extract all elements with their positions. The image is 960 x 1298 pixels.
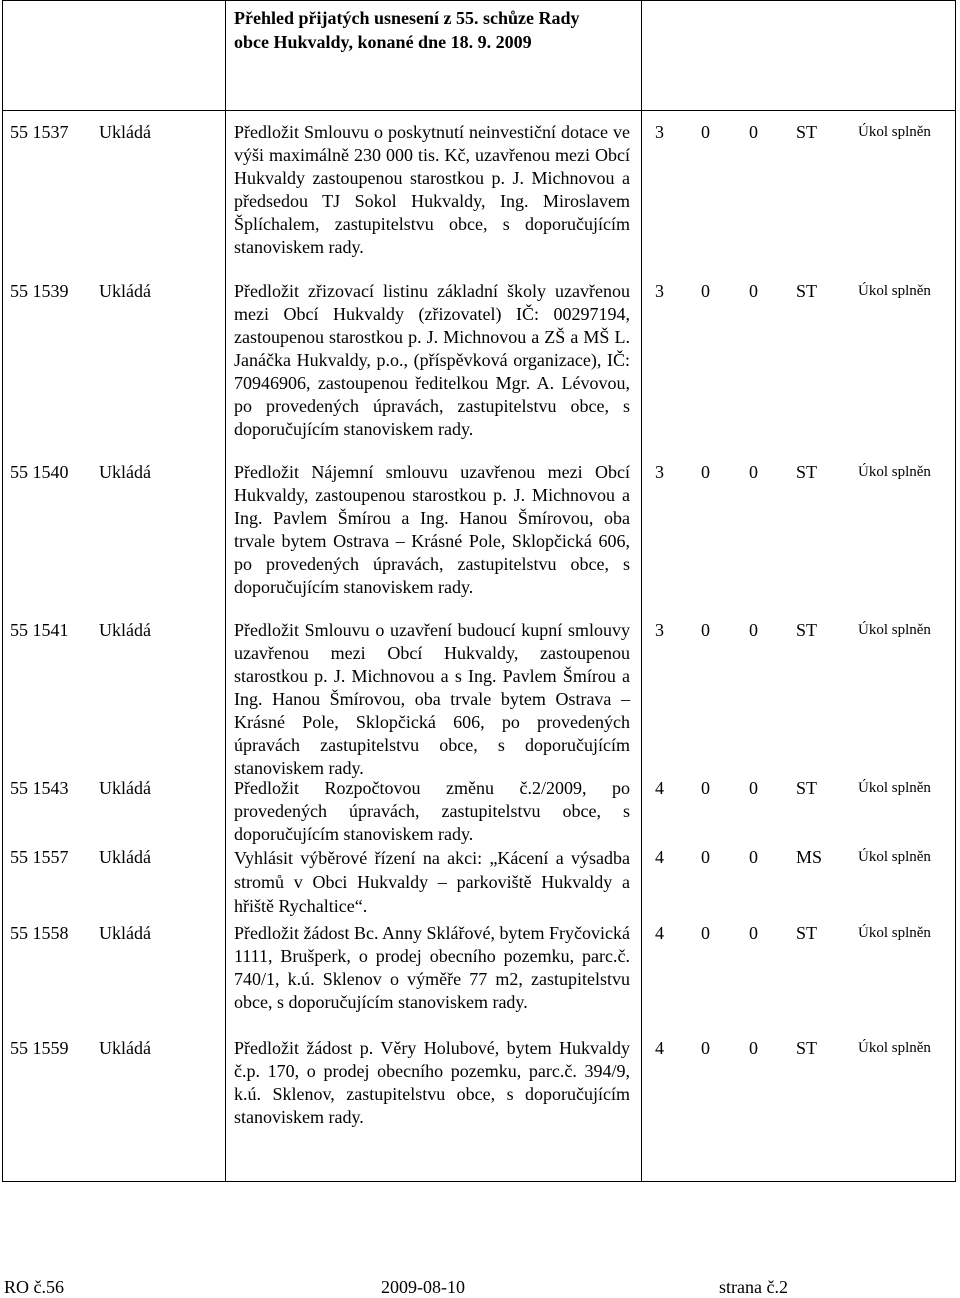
- resolution-text: Předložit Nájemní smlouvu uzavřenou mezi Obcí Hukvaldy, zastoupenou starostkou p. J. Michnovou a Ing. Pavlem Šmírou a Ing. Hanou Šmírovou, oba trvale bytem Ostrava – Krásné Pole, Sklopčická 606, po provedených úpravách, zastupitelstvu obce, s doporučujícím stanoviskem rady.: [234, 462, 630, 597]
- column-divider: [641, 0, 642, 1182]
- code-3: 0: [749, 847, 758, 867]
- resolution-number: 55 1537: [10, 122, 69, 142]
- code-2: 0: [701, 923, 710, 943]
- resolution-verb: Ukládá: [99, 122, 151, 142]
- code-3: 0: [749, 1038, 758, 1058]
- code-2: 0: [701, 778, 710, 798]
- resolution-number: 55 1559: [10, 1038, 69, 1058]
- code-2: 0: [701, 847, 710, 867]
- responsible-code: ST: [796, 462, 818, 482]
- code-3: 0: [749, 281, 758, 301]
- resolution-verb: Ukládá: [99, 923, 151, 943]
- code-1: 4: [655, 1038, 664, 1058]
- resolution-number: 55 1539: [10, 281, 69, 301]
- resolution-text: Předložit zřizovací listinu základní školy uzavřenou mezi Obcí Hukvaldy (zřizovatel) IČ: 00297194, zastoupenou starostkou p. J. Michnovou a ZŠ a MŠ L. Janáčka Hukvaldy, p.o., (příspěvková organizace), IČ: 70946906, zastoupenou ředitelkou Mgr. A. Lévovou, po provedených úpravách, zastupitelstvu obce, s doporučujícím stanoviskem rady.: [234, 281, 630, 439]
- header-divider: [2, 110, 956, 111]
- footer-meeting-ref: RO č.56: [4, 1277, 64, 1297]
- resolution-text: Vyhlásit výběrové řízení na akci: „Kácení a výsadba stromů v Obci Hukvaldy – parkoviště Hukvaldy a hřiště Rychaltice“.: [234, 848, 630, 916]
- code-1: 4: [655, 923, 664, 943]
- responsible-code: MS: [796, 847, 823, 867]
- resolution-number: 55 1540: [10, 462, 69, 482]
- title-line-1: Přehled přijatých usnesení z 55. schůze Rady: [234, 8, 580, 28]
- code-2: 0: [701, 1038, 710, 1058]
- responsible-code: ST: [796, 281, 818, 301]
- code-3: 0: [749, 122, 758, 142]
- column-divider: [225, 0, 226, 1182]
- resolution-text: Předložit Smlouvu o uzavření budoucí kupní smlouvy uzavřenou mezi Obcí Hukvaldy, zastoupenou starostkou p. J. Michnovou a s Ing. Pavlem Šmírou a Ing. Hanou Šmírovou, oba trvale bytem Ostrava – Krásné Pole, Sklopčická 606, po provedených úpravách zastupitelstvu obce, s doporučujícím stanoviskem rady.: [234, 620, 630, 778]
- code-1: 3: [655, 281, 664, 301]
- code-3: 0: [749, 620, 758, 640]
- resolution-verb: Ukládá: [99, 847, 151, 867]
- resolution-text: Předložit Smlouvu o poskytnutí neinvestiční dotace ve výši maximálně 230 000 tis. Kč, uzavřenou mezi Obcí Hukvaldy zastoupenou starostkou p. J. Michnovou a předsedou TJ Sokol Hukvaldy, Ing. Miroslavem Šplíchalem, zastupitelstvu obce, s doporučujícím stanoviskem rady.: [234, 122, 630, 257]
- code-2: 0: [701, 620, 710, 640]
- responsible-code: ST: [796, 1038, 818, 1058]
- code-1: 4: [655, 847, 664, 867]
- code-1: 3: [655, 122, 664, 142]
- task-status: Úkol splněn: [858, 780, 931, 796]
- code-2: 0: [701, 462, 710, 482]
- task-status: Úkol splněn: [858, 622, 931, 638]
- resolution-verb: Ukládá: [99, 778, 151, 798]
- responsible-code: ST: [796, 620, 818, 640]
- resolution-number: 55 1557: [10, 847, 69, 867]
- responsible-code: ST: [796, 923, 818, 943]
- task-status: Úkol splněn: [858, 1040, 931, 1056]
- code-1: 4: [655, 778, 664, 798]
- resolution-text: Předložit žádost Bc. Anny Sklářové, bytem Fryčovická 1111, Brušperk, o prodej obecního pozemku, parc.č. 740/1, k.ú. Sklenov o výměře 77 m2, zastupitelstvu obce, s doporučujícím stanoviskem rady.: [234, 923, 630, 1012]
- resolution-verb: Ukládá: [99, 281, 151, 301]
- task-status: Úkol splněn: [858, 283, 931, 299]
- title-line-2: obce Hukvaldy, konané dne 18. 9. 2009: [234, 32, 532, 52]
- code-2: 0: [701, 122, 710, 142]
- task-status: Úkol splněn: [858, 849, 931, 865]
- code-1: 3: [655, 462, 664, 482]
- footer-page-number: strana č.2: [719, 1277, 788, 1297]
- code-2: 0: [701, 281, 710, 301]
- task-status: Úkol splněn: [858, 464, 931, 480]
- resolution-verb: Ukládá: [99, 620, 151, 640]
- resolution-verb: Ukládá: [99, 462, 151, 482]
- resolution-number: 55 1541: [10, 620, 69, 640]
- resolution-text: Předložit žádost p. Věry Holubové, bytem Hukvaldy č.p. 170, o prodej obecního pozemku, parc.č. 394/9, k.ú. Sklenov, zastupitelstvu obce, s doporučujícím stanoviskem rady.: [234, 1038, 630, 1127]
- responsible-code: ST: [796, 778, 818, 798]
- resolution-verb: Ukládá: [99, 1038, 151, 1058]
- resolution-text: Předložit Rozpočtovou změnu č.2/2009, po provedených úpravách, zastupitelstvu obce, s doporučujícím stanoviskem rady.: [234, 778, 630, 844]
- page-title: [234, 6, 580, 54]
- code-3: 0: [749, 462, 758, 482]
- responsible-code: ST: [796, 122, 818, 142]
- code-3: 0: [749, 923, 758, 943]
- resolution-number: 55 1543: [10, 778, 69, 798]
- footer-date: 2009-08-10: [381, 1277, 465, 1297]
- task-status: Úkol splněn: [858, 925, 931, 941]
- task-status: Úkol splněn: [858, 124, 931, 140]
- code-1: 3: [655, 620, 664, 640]
- code-3: 0: [749, 778, 758, 798]
- resolution-number: 55 1558: [10, 923, 69, 943]
